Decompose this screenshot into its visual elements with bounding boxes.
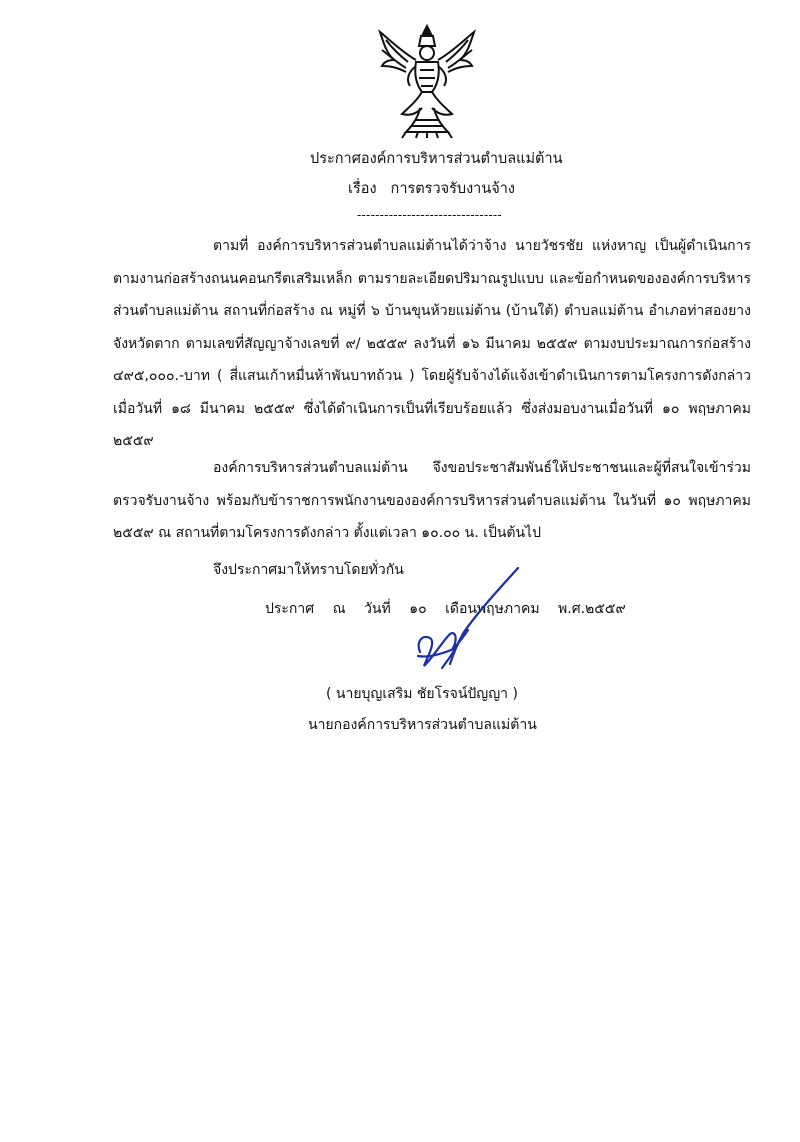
signatory-title: นายกองค์การบริหารส่วนตำบลแม่ต้าน <box>308 717 537 733</box>
body-paragraph-1: ตามที่ องค์การบริหารส่วนตำบลแม่ต้านได้ว่าจ้าง นายวัชรชัย แห่งหาญ เป็นผู้ดำเนินการตามงานก่อสร้างถนนคอนกรีตเสริมเหล็ก ตามรายละเอียดปริมาณรูปแบบ และข้อกำหนดขององค์การบริหารส่วนตำบลแม่ต้าน สถานที่ก่อสร้าง ณ หมู่ที่ ๖ บ้านขุนห้วยแม่ต้าน (บ้านใต้) ตำบลแม่ต้าน อำเภอท่าสองยาง จังหวัดตาก ตามเลขที่สัญญาจ้างเลขที่ ๙/ ๒๕๕๙ ลงวันที่ ๑๖ มีนาคม ๒๕๕๙ ตามงบประมาณการก่อสร้าง ๔๙๕,๐๐๐.-บาท ( สี่แสนเก้าหมื่นห้าพันบาทถ้วน ) โดยผู้รับจ้างได้แจ้งเข้าดำเนินการตามโครงการดังกล่าวเมื่อวันที่ ๑๘ มีนาคม ๒๕๕๙ ซึ่งได้ดำเนินการเป็นที่เรียบร้อยแล้ว ซึ่งส่งมอบงานเมื่อวันที่ ๑๐ พฤษภาคม ๒๕๕๙ <box>113 238 751 449</box>
announcement-title: ประกาศองค์การบริหารส่วนตำบลแม่ต้าน <box>310 151 563 167</box>
issued-month: เดือนพฤษภาคม <box>445 601 540 617</box>
divider: -------------------------------- <box>357 208 502 222</box>
subject-line <box>348 177 800 200</box>
subject-label: เรื่อง <box>348 181 377 197</box>
issued-year: พ.ศ.๒๕๕๙ <box>558 601 626 617</box>
closing-line: จึงประกาศมาให้ทราบโดยทั่วกัน <box>213 562 404 578</box>
issued-at: ณ <box>332 601 346 617</box>
garuda-emblem-icon <box>372 22 482 140</box>
subject-text: การตรวจรับงานจ้าง <box>390 181 515 197</box>
body-paragraph-2: องค์การบริหารส่วนตำบลแม่ต้าน จึงขอประชาสัมพันธ์ให้ประชาชนและผู้ที่สนใจเข้าร่วมตรวจรับงานจ้าง พร้อมกับข้าราชการพนักงานขององค์การบริหารส่วนตำบลแม่ต้าน ในวันที่ ๑๐ พฤษภาคม ๒๕๕๙ ณ สถานที่ตามโครงการดังกล่าว ตั้งแต่เวลา ๑๐.๐๐ น. เป็นต้นไป <box>113 460 751 541</box>
issued-date-label: วันที่ <box>364 601 391 617</box>
signature-icon <box>398 560 538 680</box>
signatory-name: ( นายบุญเสริม ชัยโรจน์ปัญญา ) <box>326 686 518 702</box>
issued-day: ๑๐ <box>409 601 427 617</box>
issued-label: ประกาศ <box>265 601 315 617</box>
